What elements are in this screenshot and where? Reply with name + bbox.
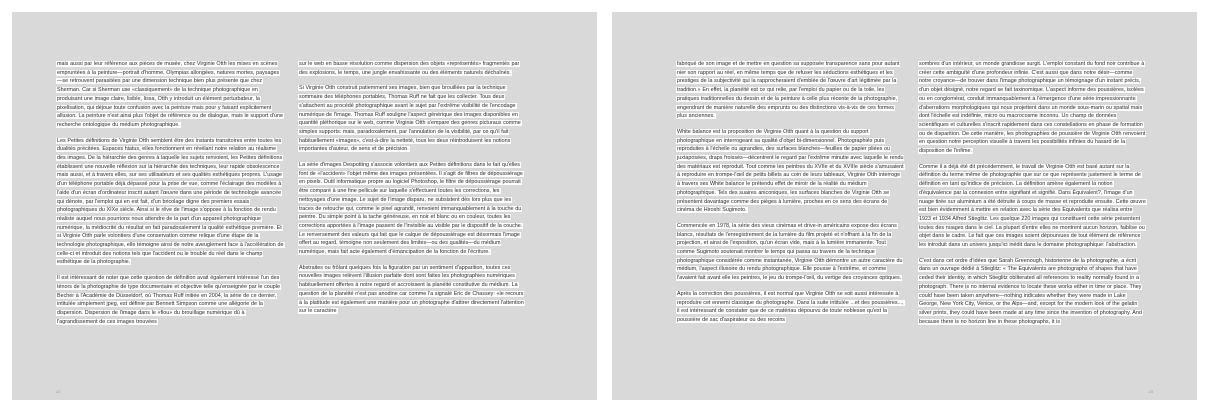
page-number: 23 (1148, 389, 1153, 394)
left-page-column-2 (298, 60, 526, 323)
right-page (612, 12, 1197, 400)
paragraph: Abstraites ou frôlant quelques fois la figuration par un sentiment d'apparition, toutes ces nouvelles images relèvent l'illusion parfaite dont sont faites les photographies numériques habituellement offertes à notre regard et accroissent la planéité constitutive du médium. La question de la planéité n'est pas anodine car comme l'a signalé Eric de Chassey: «le recours à la platitude est également une manière pour un photographe d'attirer directement l'attention sur le caractère (299, 264, 524, 315)
paragraph: Après la correction des poussières, il est normal que Virginie Otth se soit aussi intéressée à reproduire cet ennemi classique du photographe. Dans la suite intitulée ...et des poussières..., il est intéressant de constater que de ce matériau dépourvu de toute noblesse qu'est la poussière de sac d'aspirateur ou des recoins (677, 290, 904, 323)
paragraph: sombres d'un intérieur, un monde grandiose surgit. L'emploi constant du fond noir contribue à créer cette ambiguïté d'une profondeur infinie. C'est aussi que dans notre désir—comme notre croyance—de trouver dans l'image photographique un témoignage d'un instant précis, d'un objet désigné, notre regard se fait taxinomique. L'aspect informe des poussières, isolées ou en conglomérat, conduit immanquablement à l'émergence d'une série impressionnante d'aberrations morphologiques qui nous projettent dans un monde sous-marin ou spatial mais dont l'échelle est indéfinie, micro ou macrocosme inconnu. Un champ de données scientifiques et culturelles s'inscrit rapidement dans ces constellations en phase de formation ou de disparition. De cette manière, les photographies de poussière de Virginie Otth renvoient en question notre perception visuelle à travers les possibilités infinies du hasard de la disposition de l'infime. (919, 61, 1146, 155)
paragraph: sur le web en basse résolution comme dispersion des objets «représentés» fragmentés par des explosions, le temps, une jungle envahissante ou des éléments naturels déchaînés. (299, 61, 520, 76)
paragraph: Il est intéressant de noter que cette question de définition avait également intéressé l'un des ténors de la photographie de type documentaire et objective telle qu'enseignée par le couple Becher à l'Académie de Düsseldorf, où Thomas Ruff initiée en 2004, la série de ce dernier, intitulée simplement jpeg, est définie par Bennett Simpson comme une allégorie de la dispersion. Dispersion de l'image dans le «flou» du brouillage numérique dû à l'agrandissement de ces images trouvées (57, 275, 281, 325)
right-page-column-1 (676, 60, 904, 332)
paragraph: mais aussi par leur référence aux pièces de musée, chez Virginie Otth les mises en scènes empruntées à la peinture—portrait d'homme, Olympias allongées, natures mortes, paysages—se retrouvent parasitées par une dimension technique bien plus présente que chez Sherman. Car si Sherman use «classiquement» de la technique photographique en produisant une image claire, lisible, lissa, Otth y introduit un élément perturbateur, la pixelisation, qui déjoue toute confusion avec la peinture mais pour y faisant explicitement allusion. La peinture n'est ainsi plus l'objet de référence ou de dialogue, mais le support d'une recherche ontologique du médium photographique. (57, 61, 284, 128)
paragraph: Si Virginie Otth construit patiemment ses images, bien que brouillées par la technique sommaire des téléphones portables, Thomas Ruff ne fait que les collecter. Tous deux s'attachent au procédé photographique avant le sujet par l'extrême visibilité de l'encodage numérique de l'image. Thomas Ruff souligne l'aspect générique des images disponibles en quantité pléthorique sur le web, comme Virginie Otth s'empare des genres picturaux comme simples supports: mais, paradoxalement, par l'annulation de la visibilité, par ce qu'il fait habituellement «images», c'est-à-dire la netteté, tous les deux réintroduisent les notions importantes d'auteur, de sens et de précision. (299, 85, 521, 153)
paragraph: Les Petites définitions de Virginie Otth semblent être des instants transitoires entre toutes les dualités précitées. Espaces hiatus, elles fonctionnent en révélant notre relation au réalisme des images. De la hiérarchie des genres à laquelle les sujets renvoient, les Petites définitions établissent une nouvelle réflexion sur la hiérarchie des techniques, leur rapide obsolescence mais aussi, et à travers elles, sur ses utilisateurs et ses qualités esthétiques propres. L'usage d'un téléphone portable déjà dépassé pour la prise de vue, comme l'éclairage des modèles à l'aide d'un écran d'ordinateur inscrit autant l'œuvre dans une période de technologie avancée qui dénote, par l'emploi qui en est fait, d'un bricolage digne des premiers essais photographiques du XIXe siècle. Ainsi si le rêve de l'image s'oppose à la fonction de rendu réaliste auquel nous pourrions nous attendre de la part d'un appareil photographique numérique, la médiocrité du résultat en fait paradoxalement la qualité esthétique première. Et si Virginie Otth parle volontiers d'une conservation comme relique d'une étape de la technologie photographique, elle témoigne ainsi de notre aveuglement face à l'accélération de celle-ci et introduit des notions tels que l'accident ou le trouble du réel dans le champ esthétique de la photographie. (57, 137, 284, 266)
paragraph: Comme il a déjà été dit précédemment, le travail de Virginie Otth est basé autant sur la définition du terme même de photographie que sur ce que représente justement le terme de définition en tant qu'indice de précision. La définition amène également la notion d'équivalence par la connexion entre signifiant et signifié. Dans Équivalent?, l'image d'un nuage tirée sur aluminium a été détruite à coups de masse et reproduite ensuite. Cette œuvre est bien évidemment à mettre en relation avec la série des Equivalents que réalisa entre 1923 et 1934 Alfred Stieglitz. Les quelque 220 images qui constituent cette série présentent toutes des nuages dans le ciel. La plupart d'entre elles ne montrent aucun horizon, faiblise ou objet dans le cadre. Le fait que ces images soient dépourvues de tout élément de référence les introduit dans un univers jusqu'ici inédit dans le domaine photographique: l'abstraction. (919, 163, 1146, 249)
paragraph: C'est dans cet ordre d'idées que Sarah Greenough, historienne de la photographie, a écrit dans un ouvrage dédié à Stieglitz: « The Equivalents are photographs of shapes that have ceded their identity, in which Stieglitz obliterated all references to reality normally found in a photograph. There is no internal evidence to locate these works either in time or place. They could have been taken anywhere—nothing indicates whether they were made in Lake George, New York City, Venice, or the Alps—and, except for the modern look of the gelatin silver prints, they could have been made at any time since the invention of photography. And because there is no horizon line in these photographs, it is (919, 257, 1142, 325)
page-number: 22 (56, 389, 61, 394)
paragraph: fabriqué de son image et de mettre en question sa supposée transparence sans pour autant nier son rapport au réel, en même temps que de refuser les séductions esthétiques et les prestiges de la subjectivité qui la rapprocheraient d'emblée de l'œuvre d'art légitimée par la tradition.» En effet, la planéité est ce qui relie, par l'emploi du papier ou de la toile, les pratiques traditionnelles du dessin et de la peinture à celle plus récente de la photographie, engendrant de manière naturelle des emprunts ou des distinctions vis-à-vis de ces formes plus anciennes. (677, 61, 900, 120)
paragraph: White balance est la proposition de Virginie Otth quant à la question du support photographique en interrogeant sa qualité d'objet bi-dimensionnel. Photographiés puis reproduites à l'échelle ou agrandies, des surfaces blanches—feuilles de papier pliées ou juxtaposées, draps froissés—décentrent le regard par l'extrême minutie avec laquelle le rendu des matériaux est reproduit. Tout comme les peintres du XVIIe et du XVIIIe siècle s'amusaient à reproduire en trompe-l'œil de petits billets au coin de leurs tableaux, Virginie Otth interroge à travers ses White balance le prétendu effet de miroir de la réalité du médium photographique. Tels des suaires aniconiques, les surfaces blanches de Virginie Otth se présentent davantage comme des pièges à lumière, proches en ce sens des écrans de cinéma de Hiroshi Sugimoto. (677, 128, 904, 214)
right-page-column-2 (918, 60, 1146, 333)
left-page (12, 12, 597, 400)
paragraph: La série d'images Despotting s'associe volontiers aux Petites définitions dans le fait qu'elles font de «l'accident» l'objet même des images présentées. Il s'agit de filtres de dépoussiérage en pixels. Outil informatique propre au logiciel Photoshop, le filtre de dépoussiérage pourrait être comparé à une fine pellicule sur laquelle s'effectuent toutes les corrections, les nettoyages d'une image. Le sujet de l'image disparu, ne subsistent dès lors plus que les traces de retouche qui, comme le pixel agrandit, renvoient immanquablement à la touche du peintre. Du simple point à la tache généreuse, en noir et blanc ou en couleur, toutes les corrections apportées à l'image passent de l'invisible au visible par le dispositif de la couche. Le renversement des valeurs qui fait que le calque de dépoussiérage est désormais l'image offert au regard, témoigne non seulement des limites—ou des qualités—du médium numérique, mais fait acte également d'émancipation de la fonction de l'écriture. (299, 162, 523, 256)
left-page-column-1 (56, 60, 284, 333)
paragraph: Commencée en 1978, la série des vieux cinémas et drive-in américains expose des écrans blancs, résultats de l'enregistrement de la lumière du film projeté et n'offrant à la fin de la projection, et ainsi de l'exposition, qu'un écran vide, mais à la lumière immanente. Tout comme Sugimoto soutenait montrer le temps qui passa au travers de la technique photographique considérée comme instantanée, Virginie Otth démontre un autre caractère du médium, l'aspect illusoire du rendu photographique. Elle pousse à l'extrême, et comme l'avaient fait avant elle les peintres, le jeu du trompe-l'œil, du vertige des croyances optiques. (677, 222, 903, 282)
